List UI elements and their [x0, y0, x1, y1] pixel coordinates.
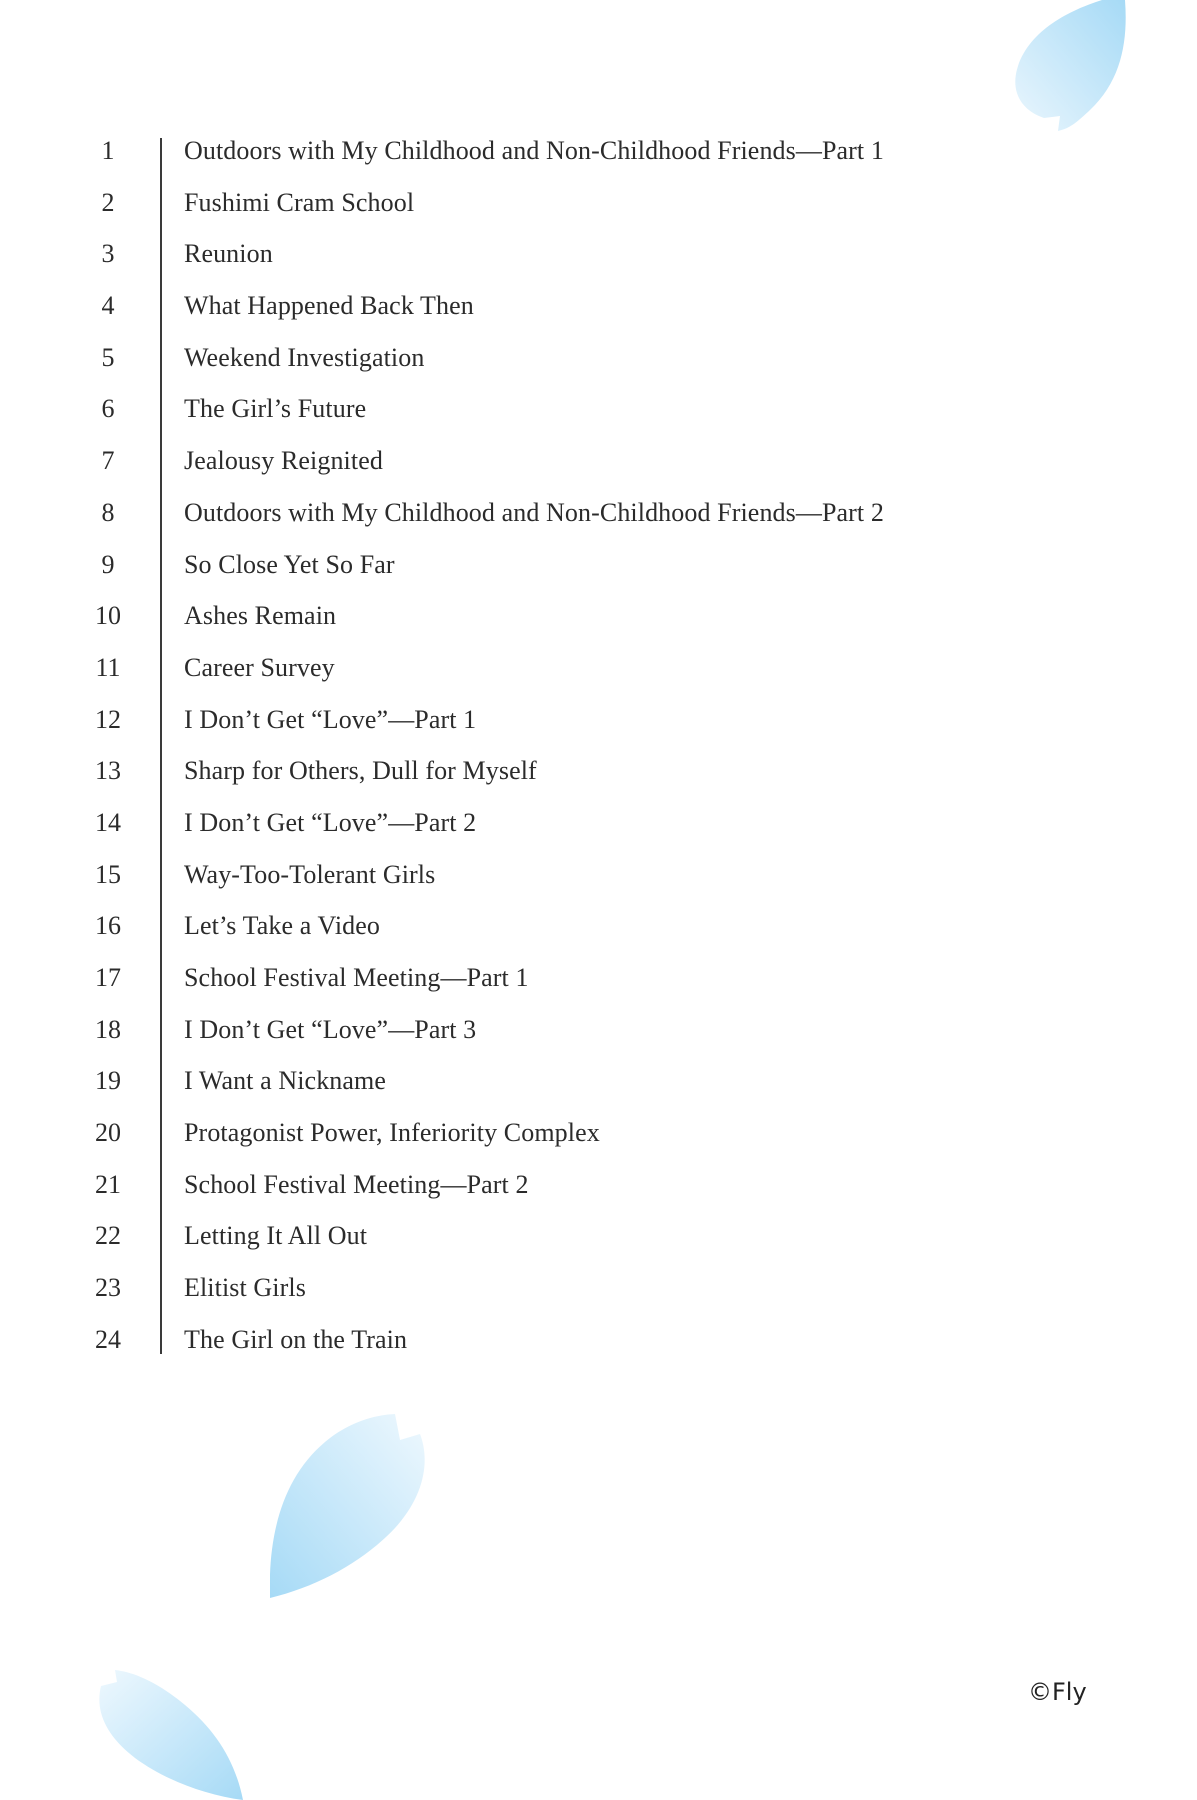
toc-entry[interactable]: [0, 643, 1197, 695]
chapter-number: 20: [95, 1118, 121, 1148]
chapter-title[interactable]: Protagonist Power, Inferiority Complex: [184, 1118, 600, 1148]
chapter-title[interactable]: Outdoors with My Childhood and Non-Childhood Friends—Part 2: [184, 497, 884, 527]
chapter-title[interactable]: Weekend Investigation: [184, 342, 425, 372]
chapter-title[interactable]: Sharp for Others, Dull for Myself: [184, 756, 537, 786]
toc-entry[interactable]: [0, 384, 1197, 436]
toc-entry[interactable]: [0, 953, 1197, 1005]
chapter-number: 22: [95, 1221, 121, 1251]
toc-entry[interactable]: [0, 798, 1197, 850]
chapter-number: 2: [101, 187, 115, 217]
sakura-petal-icon: [95, 1650, 270, 1800]
toc-entry[interactable]: [0, 1056, 1197, 1108]
chapter-title[interactable]: I Don’t Get “Love”—Part 3: [184, 1014, 477, 1044]
chapter-title[interactable]: Way-Too-Tolerant Girls: [184, 859, 436, 889]
chapter-number: 18: [95, 1014, 121, 1044]
chapter-number: 13: [95, 756, 121, 786]
chapter-title[interactable]: Ashes Remain: [184, 601, 337, 631]
chapter-title[interactable]: Elitist Girls: [184, 1273, 306, 1303]
toc-entry[interactable]: [0, 178, 1197, 230]
toc-entry[interactable]: [0, 488, 1197, 540]
chapter-title[interactable]: Fushimi Cram School: [184, 187, 415, 217]
toc-entry[interactable]: [0, 1315, 1197, 1367]
toc-entry[interactable]: [0, 1263, 1197, 1315]
chapter-number: 7: [101, 446, 115, 476]
chapter-title[interactable]: Letting It All Out: [184, 1221, 368, 1251]
chapter-title[interactable]: The Girl on the Train: [184, 1324, 408, 1354]
chapter-number: 10: [95, 601, 121, 631]
toc-entry[interactable]: [0, 1160, 1197, 1212]
chapter-title[interactable]: Let’s Take a Video: [184, 911, 381, 941]
toc-entry[interactable]: [0, 1108, 1197, 1160]
chapter-number: 23: [95, 1273, 121, 1303]
chapter-title[interactable]: School Festival Meeting—Part 1: [184, 963, 529, 992]
chapter-number: 21: [95, 1169, 121, 1199]
toc-entry[interactable]: [0, 850, 1197, 902]
chapter-number: 16: [95, 911, 121, 941]
chapter-title[interactable]: What Happened Back Then: [184, 291, 474, 321]
toc-entry[interactable]: [0, 901, 1197, 953]
toc-entry[interactable]: [0, 695, 1197, 747]
sakura-petal-icon: [270, 1410, 450, 1600]
toc-entry[interactable]: [0, 436, 1197, 488]
chapter-title[interactable]: School Festival Meeting—Part 2: [184, 1169, 529, 1199]
toc-entry[interactable]: [0, 1005, 1197, 1057]
chapter-number: 14: [95, 807, 121, 837]
chapter-title[interactable]: So Close Yet So Far: [184, 549, 395, 579]
toc-entry[interactable]: [0, 229, 1197, 281]
chapter-number: 1: [101, 136, 115, 165]
chapter-number: 17: [95, 963, 121, 992]
toc-entry[interactable]: [0, 1211, 1197, 1263]
toc-entry[interactable]: [0, 281, 1197, 333]
chapter-number: 12: [95, 704, 121, 734]
chapter-title[interactable]: The Girl’s Future: [184, 394, 367, 424]
chapter-number: 5: [101, 342, 115, 372]
chapter-number: 11: [95, 652, 121, 682]
chapter-number: 6: [101, 394, 115, 424]
chapter-title[interactable]: I Don’t Get “Love”—Part 1: [184, 704, 477, 734]
sakura-petal-icon: [1000, 0, 1130, 140]
chapter-title[interactable]: I Want a Nickname: [184, 1066, 386, 1096]
chapter-number: 4: [101, 291, 115, 321]
chapter-number: 3: [101, 239, 115, 269]
chapter-number: 24: [95, 1324, 121, 1354]
toc-entry[interactable]: [0, 540, 1197, 592]
toc-entry[interactable]: [0, 591, 1197, 643]
chapter-title[interactable]: Reunion: [184, 239, 273, 269]
toc-entry[interactable]: [0, 746, 1197, 798]
toc-entry[interactable]: [0, 333, 1197, 385]
chapter-title[interactable]: Outdoors with My Childhood and Non-Childhood Friends—Part 1: [184, 136, 884, 165]
chapter-number: 19: [95, 1066, 121, 1096]
chapter-number: 8: [101, 497, 115, 527]
chapter-number: 15: [95, 859, 121, 889]
chapter-title[interactable]: Jealousy Reignited: [184, 446, 383, 476]
chapter-title[interactable]: Career Survey: [184, 652, 335, 682]
table-of-contents: [0, 126, 1197, 1367]
chapter-title[interactable]: I Don’t Get “Love”—Part 2: [184, 807, 477, 837]
chapter-number: 9: [101, 549, 115, 579]
copyright-notice: ©Fly: [1028, 1678, 1087, 1706]
toc-entry[interactable]: [0, 126, 1197, 178]
